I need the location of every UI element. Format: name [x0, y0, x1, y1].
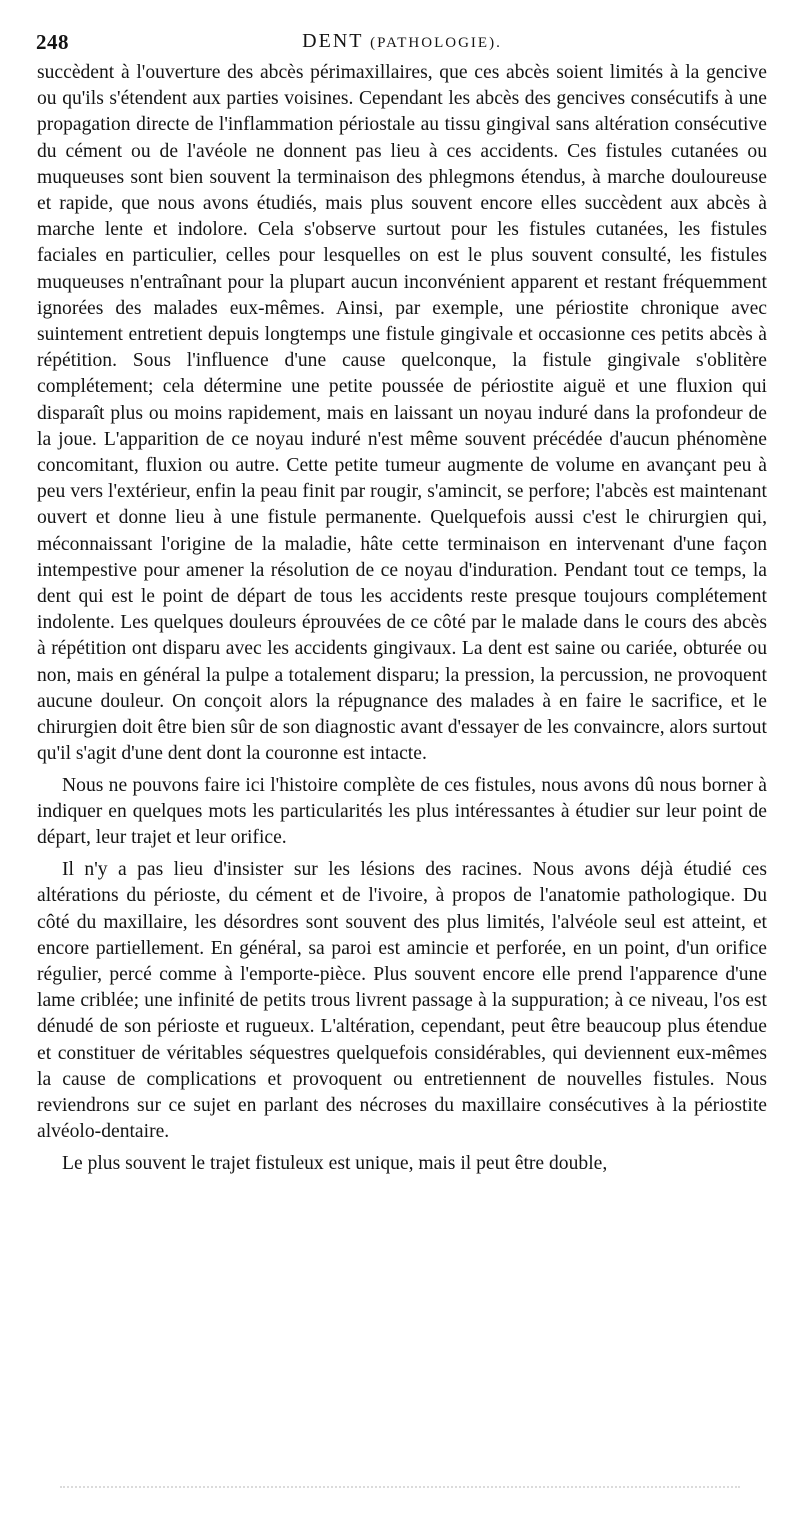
paragraph-continuation: succèdent à l'ouverture des abcès périmaxillaires, que ces abcès soient limités à la gencive ou qu'ils s'étendent aux parties voisines. Cependant les abcès des gencives consécutifs à une propagation directe de l'inflammation périostale au tissu gingival sans altération consécutive du cément ou de l'avéole ne donnent pas lieu à ces accidents. Ces fistules cutanées ou muqueuses sont bien souvent la terminaison des phlegmons étendus, à marche douloureuse et rapide, que nous avons étudiés, mais plus souvent encore elles succèdent aux abcès à marche lente et indolore. Cela s'observe surtout pour les fistules cutanées, les fistules faciales en particulier, celles pour lesquelles on est le plus souvent consulté, les fistules muqueuses n'entraînant pour la plupart aucun inconvénient apparent et restant fréquemment ignorées des malades eux-mêmes. Ainsi, par exemple, une périostite chronique avec suintement entretient depuis longtemps une fistule gingivale et occasionne ces petits abcès à répétition. Sous l'influence d'une cause quelconque, la fistule gingivale s'oblitère complétement; cela détermine une petite poussée de périostite aiguë et une fluxion qui disparaît plus ou moins rapidement, mais en laissant un noyau induré dans la profondeur de la joue. L'apparition de ce noyau induré n'est même souvent précédée d'aucun phénomène concomitant, fluxion ou autre. Cette petite tumeur augmente de volume en avançant peu à peu vers l'extérieur, enfin la peau finit par rougir, s'amincit, se perfore; l'abcès est maintenant ouvert et donne lieu à une fistule permanente. Quelquefois aussi c'est le chirurgien qui, méconnaissant l'origine de la maladie, hâte cette terminaison en intervenant d'une façon intempestive pour amener la résolution de ce noyau d'induration. Pendant tout ce temps, la dent qui est le point de départ de tous les accidents reste presque toujours complétement indolente. Les quelques douleurs éprouvées de ce côté par le malade dans le cours des abcès à répétition ont disparu avec les accidents gingivaux. La dent est saine ou cariée, obturée ou non, mais en général la pulpe a totalement disparu; la pression, la percussion, ne provoquent aucune douleur. On conçoit alors la répugnance des malades à en faire le sacrifice, et le chirurgien doit être bien sûr de son diagnostic avant d'essayer de les convaincre, alors surtout qu'il s'agit d'une dent dont la couronne est intacte. — [37, 62, 767, 765]
paragraph-lesions: Il n'y a pas lieu d'insister sur les lésions des racines. Nous avons déjà étudié ces altérations du périoste, du cément et de l'ivoire, à propos de l'anatomie pathologique. Du côté du maxillaire, les désordres sont souvent des plus limités, l'alvéole seul est atteint, et encore partiellement. En général, sa paroi est amincie et perforée, en un point, d'un orifice régulier, percé comme à l'emporte-pièce. Plus souvent encore elle prend l'apparence d'une lame criblée; une infinité de petits trous livrent passage à la suppuration; à ce niveau, l'os est dénudé de son périoste et rugueux. L'altération, cependant, peut être beaucoup plus étendue et constituer de véritables séquestres quelquefois considérables, qui deviennent eux-mêmes la cause de complications et provoquent ou entretiennent de nouvelles fistules. Nous reviendrons sur ce sujet en parlant des nécroses du maxillaire consécutives à la périostite alvéolo-dentaire. — [37, 859, 767, 1143]
paragraph-trajet: Le plus souvent le trajet fistuleux est unique, mais il peut être double, — [62, 1152, 608, 1174]
running-head — [36, 30, 768, 58]
bottom-bleed-through-line — [60, 1486, 740, 1488]
paragraph-history: Nous ne pouvons faire ici l'histoire complète de ces fistules, nous avons dû nous borner à indiquer en quelques mots les particularités les plus intéressantes à étudier sur leur point de départ, leur trajet et leur orifice. — [37, 774, 767, 849]
running-title-main: DENT — [302, 30, 364, 52]
page-number: 248 — [36, 30, 69, 54]
body-text — [37, 60, 767, 1177]
running-title — [36, 30, 768, 53]
running-title-subtitle: (PATHOLOGIE). — [370, 35, 502, 51]
